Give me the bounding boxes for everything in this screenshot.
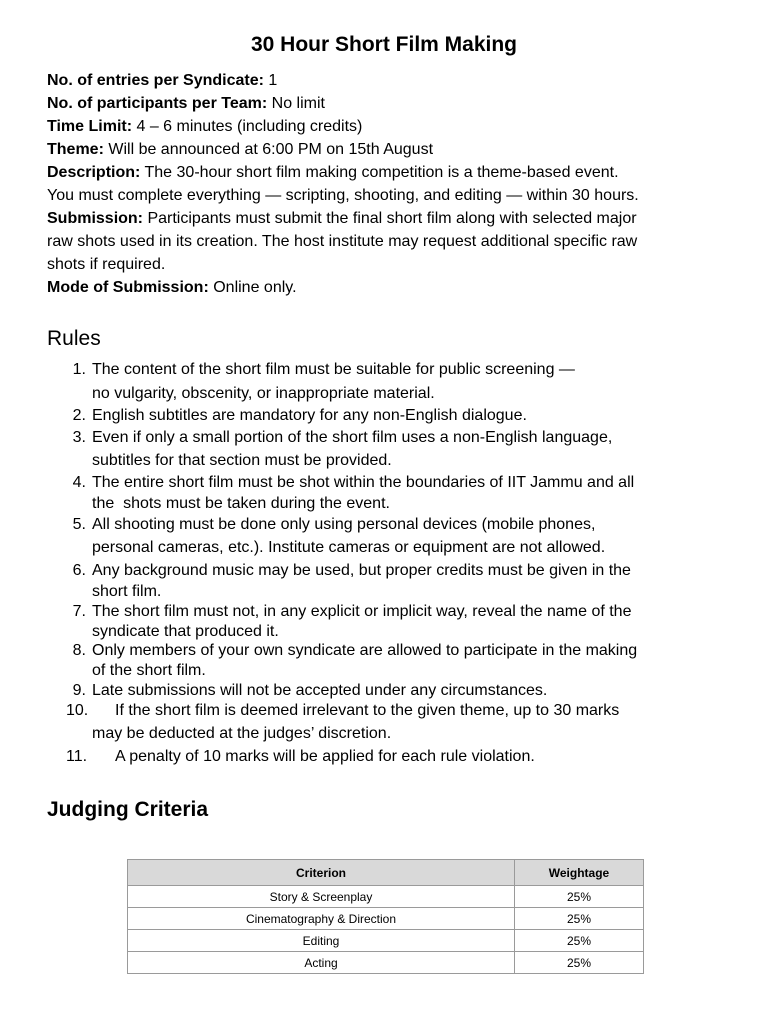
- weightage-cell: 25%: [515, 886, 644, 908]
- rule-text: of the short film.: [92, 662, 206, 679]
- table-header-row: [128, 860, 644, 886]
- rule-text: the shots must be taken during the event.: [92, 495, 390, 512]
- table-row: [128, 908, 644, 930]
- rule-text: may be deducted at the judges’ discretion.: [92, 725, 392, 742]
- rule-text: All shooting must be done only using personal devices (mobile phones,: [92, 516, 596, 533]
- rule-number: 10.: [66, 702, 89, 719]
- rule-text: The short film must not, in any explicit or implicit way, reveal the name of the: [92, 603, 632, 620]
- meta-theme: Theme: Will be announced at 6:00 PM on 15th August: [47, 141, 434, 158]
- rule-number: 3.: [72, 429, 86, 446]
- meta-submission-cont-1: raw shots used in its creation. The host institute may request additional specific raw: [47, 233, 638, 250]
- meta-description-cont: You must complete everything — scripting, shooting, and editing — within 30 hours.: [47, 187, 639, 204]
- rule-text: Only members of your own syndicate are allowed to participate in the making: [92, 642, 638, 659]
- rules-heading: Rules: [47, 327, 101, 350]
- judging-criteria-table: [127, 859, 644, 974]
- meta-mode: Mode of Submission: Online only.: [47, 279, 297, 296]
- weightage-cell: 25%: [515, 930, 644, 952]
- column-header-criterion: Criterion: [128, 860, 515, 886]
- rule-text: Late submissions will not be accepted under any circumstances.: [92, 682, 548, 699]
- meta-entries: No. of entries per Syndicate: 1: [47, 72, 278, 89]
- rule-text: short film.: [92, 583, 162, 600]
- rule-number: 6.: [72, 562, 86, 579]
- meta-description: Description: The 30-hour short film making competition is a theme-based event.: [47, 164, 619, 181]
- rule-text: The entire short film must be shot within the boundaries of IIT Jammu and all: [92, 474, 635, 491]
- rule-number: 4.: [72, 474, 86, 491]
- rule-text: English subtitles are mandatory for any non-English dialogue.: [92, 407, 527, 424]
- criterion-cell: Story & Screenplay: [128, 886, 515, 908]
- rule-text: no vulgarity, obscenity, or inappropriate material.: [92, 385, 435, 402]
- rule-number: 8.: [72, 642, 86, 659]
- rule-text: The content of the short film must be suitable for public screening —: [92, 361, 575, 378]
- table-row: [128, 952, 644, 974]
- rule-text: subtitles for that section must be provided.: [92, 452, 392, 469]
- rule-number: 1.: [72, 361, 86, 378]
- table-row: [128, 930, 644, 952]
- rule-text: personal cameras, etc.). Institute cameras or equipment are not allowed.: [92, 539, 606, 556]
- event-details: [47, 69, 737, 299]
- rule-number: 5.: [72, 516, 86, 533]
- judging-heading: Judging Criteria: [47, 798, 209, 821]
- rule-text: A penalty of 10 marks will be applied for each rule violation.: [115, 748, 535, 765]
- table-row: [128, 886, 644, 908]
- criterion-cell: Acting: [128, 952, 515, 974]
- rule-text: Even if only a small portion of the short film uses a non-English language,: [92, 429, 613, 446]
- rule-text: Any background music may be used, but proper credits must be given in the: [92, 562, 631, 579]
- meta-participants: No. of participants per Team: No limit: [47, 95, 325, 112]
- rule-number: 11.: [66, 748, 88, 765]
- weightage-cell: 25%: [515, 952, 644, 974]
- criterion-cell: Editing: [128, 930, 515, 952]
- rule-number: 2.: [72, 407, 86, 424]
- meta-time-limit: Time Limit: 4 – 6 minutes (including credits): [47, 118, 363, 135]
- weightage-cell: 25%: [515, 908, 644, 930]
- criterion-cell: Cinematography & Direction: [128, 908, 515, 930]
- meta-submission-cont-2: shots if required.: [47, 256, 166, 273]
- rule-number: 7.: [72, 603, 86, 620]
- rule-text: If the short film is deemed irrelevant to the given theme, up to 30 marks: [115, 702, 620, 719]
- rule-number: 9.: [72, 682, 86, 699]
- column-header-weightage: Weightage: [515, 860, 644, 886]
- meta-submission: Submission: Participants must submit the final short film along with selected major: [47, 210, 637, 227]
- page-title: 30 Hour Short Film Making: [250, 33, 518, 56]
- rule-text: syndicate that produced it.: [92, 623, 279, 640]
